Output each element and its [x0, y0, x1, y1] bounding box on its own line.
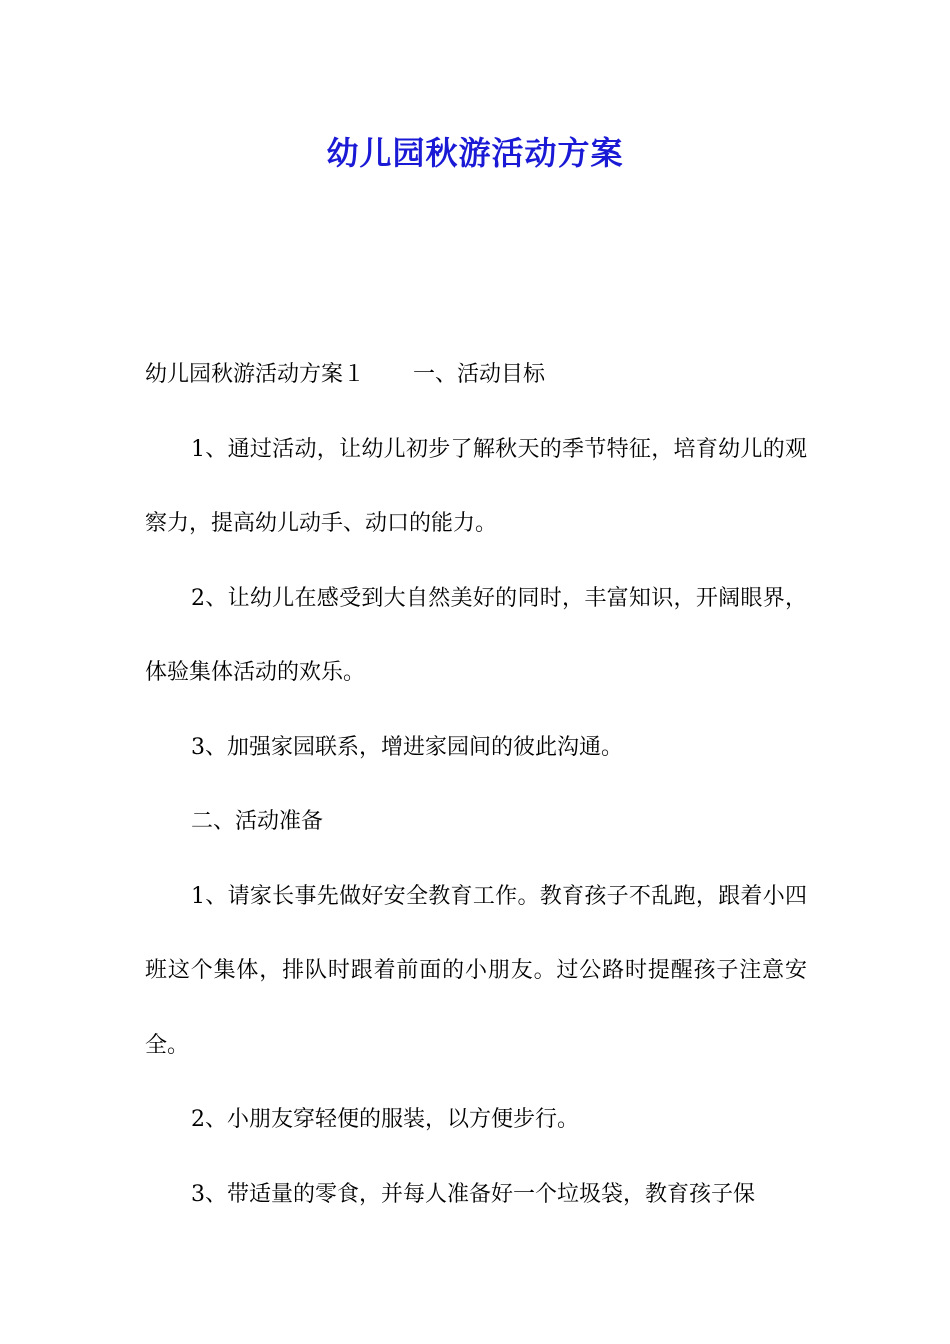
paragraph: 3、加强家园联系，增进家园间的彼此沟通。 — [191, 734, 623, 760]
section-heading: 一、活动目标 — [413, 362, 546, 387]
paragraph: 1、请家长事先做好安全教育工作。教育孩子不乱跑，跟着小四班这个集体，排队时跟着前面的小朋友。过公路时提醒孩子注意安全。 — [145, 883, 807, 1058]
paragraph: 3、带适量的零食，并每人准备好一个垃圾袋，教育孩子保 — [191, 1181, 755, 1207]
document-title: 幼儿园秋游活动方案 — [326, 134, 624, 172]
heading-line — [145, 338, 807, 413]
paragraph: 2、小朋友穿轻便的服装，以方便步行。 — [191, 1107, 579, 1132]
section-heading: 二、活动准备 — [191, 809, 324, 834]
document-subtitle: 幼儿园秋游活动方案１ — [145, 362, 366, 387]
paragraph: 2、让幼儿在感受到大自然美好的同时，丰富知识，开阔眼界，体验集体活动的欢乐。 — [145, 585, 807, 685]
paragraph: 1、通过活动，让幼儿初步了解秋天的季节特征，培育幼儿的观察力，提高幼儿动手、动口的能力。 — [145, 436, 807, 536]
document-body — [145, 338, 807, 1232]
